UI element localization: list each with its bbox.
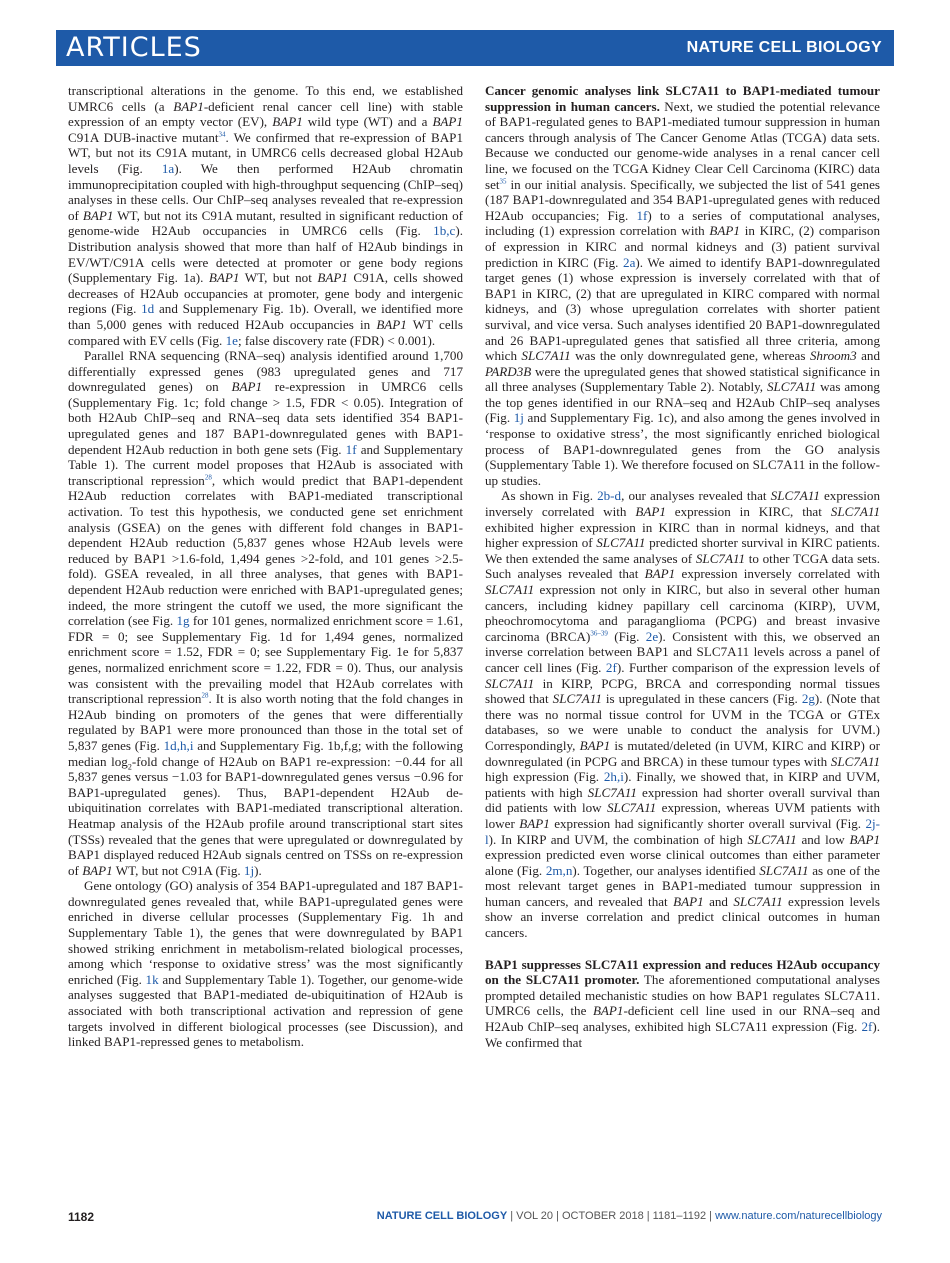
footer — [68, 1210, 882, 1226]
section-heading: BAP1 suppresses SLC7A11 expression and reduces H2Aub occupancy on the SLC7A11 promoter. — [485, 956, 880, 988]
paragraph: BAP1 suppresses SLC7A11 expression and reduces H2Aub occupancy on the SLC7A11 promoter. The aforementioned computational analyses prompted detailed mechanistic studies on how BAP1 regulates SLC7A11. UMRC6 cells, the BAP1-deficient cell line used in our RNA–seq and H2Aub ChIP–seq analyses, exhibited high SLC7A11 expression (Fig. 2f). We confirmed that — [485, 956, 880, 1050]
page-number: 1182 — [68, 1210, 95, 1224]
paragraph: As shown in Fig. 2b-d, our analyses revealed that SLC7A11 expression inversely correlated with BAP1 expression in KIRC, that SLC7A11 exhibited higher expression in KIRC than in normal kidneys, and that higher expression of SLC7A11 predicted shorter survival in KIRC patients. We then extended the same analyses of SLC7A11 to other TCGA data sets. Such analyses revealed that BAP1 expression inversely correlated with SLC7A11 expression not only in KIRC, but also in several other human cancers, including kidney papillary cell carcinoma (KIRP), UVM, pheochromocytoma and paraganglioma (PCPG) and breast invasive carcinoma (BRCA)$^{36-39}$ (Fig. 2e). Consistent with this, we observed an inverse correlation between BAP1 and SLC7A11 levels across a panel of cancer cell lines (Fig. 2f). Further comparison of the expression levels of SLC7A11 in KIRP, PCPG, BRCA and corresponding normal tissues showed that SLC7A11 is upregulated in these cancers (Fig. 2g). (Note that there was no normal tissue control for UVM in the TCGA or GTEx databases, so we were unable to conduct the analysis for UVM.) Correspondingly, BAP1 is mutated/deleted (in UVM, KIRC and KIRP) or downregulated (in PCPG and BRCA) in these tumour types with SLC7A11 high expression (Fig. 2h,i). Finally, we showed that, in KIRP and UVM, patients with high SLC7A11 expression had shorter overall survival than did patients with low SLC7A11 expression, whereas UVM patients with lower BAP1 expression had significantly shorter overall survival (Fig. 2j-l). In KIRP and UVM, the combination of high SLC7A11 and low BAP1 expression predicted even worse clinical outcomes than either parameter alone (Fig. 2m,n). Together, our analyses identified SLC7A11 as one of the most relevant target genes in BAP1-mediated tumour suppression in human cancers, and revealed that BAP1 and SLC7A11 expression levels show an inverse correlation and predict clinical outcomes in human cancers. — [485, 488, 881, 941]
journal-name: NATURE CELL BIOLOGY — [686, 39, 882, 56]
right-column — [485, 83, 880, 1050]
paragraph: Parallel RNA sequencing (RNA–seq) analysis identified around 1,700 differentially expressed genes (983 upregulated genes and 717 downregulated genes) on BAP1 re-expression in UMRC6 cells (Supplementary Fig. 1c; fold change > 1.5, FDR < 0.05). Integration of both H2Aub ChIP–seq and RNA–seq data sets identified 354 BAP1-upregulated genes and 187 BAP1-downregulated genes with BAP1-dependent H2Aub reduction in both gene sets (Fig. 1f and Supplementary Table 1). The current model proposes that H2Aub is associated with transcriptional repression$^{28}$, which would predict that BAP1-dependent H2Aub reduction correlates with BAP1-mediated transcriptional activation. To test this hypothesis, we conducted gene set enrichment analysis (GSEA) on the genes with different fold changes in BAP1-dependent H2Aub reduction (5,837 genes whose H2Aub levels were reduced by BAP1 >1.6-fold, 1,494 genes >2-fold, and 101 genes >2.5-fold). GSEA revealed, in all three analyses, that genes with BAP1-dependent H2Aub reduction were enriched with BAP1-upregulated genes; indeed, the more stringent the cutoff we used, the more significant the correlation (see Fig. 1g for 101 genes, normalized enrichment score = 1.61, FDR = 0; see Supplementary Fig. 1d for 1,494 genes, normalized enrichment score = 1.52, FDR = 0; see Supplementary Fig. 1e for 5,837 genes, normalized enrichment score = 1.22, FDR = 0). Thus, our analysis was consistent with the prevailing model that H2Aub correlates with transcriptional repression$^{28}$. It is also worth noting that the fold changes in H2Aub binding on promoters of the genes that were differentially regulated by BAP1 were more pronounced than those in the total set of 5,837 genes (Fig. 1d,h,i and Supplementary Fig. 1b,f,g; with the following median $\log_2$-fold change of H2Aub on BAP1 re-expression: −0.44 for all 5,837 genes versus −1.03 for BAP1-downregulated genes versus −0.96 for BAP1-upregulated genes). Thus, BAP1-dependent H2Aub de-ubiquitination correlates with BAP1-mediated transcriptional alteration. Heatmap analysis of the H2Aub profile around transcriptional start sites (TSSs) revealed that the genes that were upregulated or downregulated by BAP1 displayed reduced H2Aub signals centred on TSSs on re-expression of BAP1 WT, but not C91A (Fig. 1j). — [68, 348, 464, 878]
header-bar — [56, 30, 894, 66]
paragraph: Cancer genomic analyses link SLC7A11 to BAP1-mediated tumour suppression in human cancers. Next, we studied the potential relevance of BAP1-regulated genes to BAP1-mediated tumour suppression in human cancers through analysis of The Cancer Genome Atlas (TCGA) data sets. Because we conducted our genome-wide analyses in a renal cancer cell line, we focused on the TCGA Kidney Clear Cell Carcinoma (KIRC) data set$^{35}$ in our initial analysis. Specifically, we subjected the list of 541 genes (187 BAP1-downregulated and 354 BAP1-upregulated genes with reduced H2Aub occupancies; Fig. 1f) to a series of computational analyses, including (1) expression correlation with BAP1 in KIRC, (2) comparison of expression in KIRC and normal kidneys and (3) patient survival prediction in KIRC (Fig. 2a). We aimed to identify BAP1-downregulated target genes (1) whose expression is inversely correlated with that of BAP1 in KIRC, (2) that are upregulated in KIRC compared with normal kidneys, and (3) whose upregulation correlates with shorter patient survival, and vice versa. Such analyses identified 20 BAP1-downregulated and 26 BAP1-upregulated genes that satisfied all three criteria, among which SLC7A11 was the only downregulated gene, whereas Shroom3 and PARD3B were the upregulated genes that showed statistical significance in all three analyses (Supplementary Table 2). Notably, SLC7A11 was among the top genes identified in our RNA–seq and H2Aub ChIP–seq analyses (Fig. 1j and Supplementary Fig. 1c), and also among the genes involved in ‘response to oxidative stress’, the most significantly enriched biological process of BAP1-downregulated genes from the GO analysis (Supplementary Table 1). We therefore focused on SLC7A11 in the follow-up studies. — [485, 83, 881, 488]
footer-url-link[interactable]: www.nature.com/naturecellbiology — [715, 1210, 882, 1222]
left-column — [68, 83, 463, 1050]
section-heading: Cancer genomic analyses link SLC7A11 to BAP1-mediated tumour suppression in human cancers. — [485, 83, 880, 114]
paragraph: Gene ontology (GO) analysis of 354 BAP1-upregulated and 187 BAP1-downregulated genes revealed that, while BAP1-upregulated genes were enriched in diverse cellular processes (Supplementary Fig. 1h and Supplementary Table 1), the genes that were downregulated by BAP1 showed striking enrichment in metabolism-related biological processes, among which ‘response to oxidative stress’ was the most significantly enriched (Fig. 1k and Supplementary Table 1). Together, our genome-wide analyses suggested that BAP1-mediated de-ubiquitination of H2Aub is associated with both transcriptional activation and repression of gene targets involved in different biological processes (see Discussion), and linked BAP1-repressed genes to metabolism. — [68, 878, 463, 1050]
paragraph: transcriptional alterations in the genome. To this end, we established UMRC6 cells (a BAP1-deficient renal cancer cell line) with stable expression of an empty vector (EV), BAP1 wild type (WT) and a BAP1 C91A DUB-inactive mutant$^{34}$. We confirmed that re-expression of BAP1 WT, but not its C91A mutant, in UMRC6 cells decreased global H2Aub levels (Fig. 1a). We then performed H2Aub chromatin immunoprecipitation coupled with high-throughput sequencing (ChIP–seq) analyses in these cells. Our ChIP–seq analyses revealed that re-expression of BAP1 WT, but not its C91A mutant, resulted in significant reduction of genome-wide H2Aub occupancies in UMRC6 cells (Fig. 1b,c). Distribution analysis showed that more than half of H2Aub bindings in EV/WT/C91A cells were detected at promoter or gene body regions (Supplementary Fig. 1a). BAP1 WT, but not BAP1 C91A, cells showed decreases of H2Aub occupancies at promoter, gene body and intergenic regions (Fig. 1d and Supplemenary Fig. 1b). Overall, we identified more than 5,000 genes with reduced H2Aub occupancies in BAP1 WT cells compared with EV cells (Fig. 1e; false discovery rate (FDR) < 0.001). — [68, 83, 463, 348]
footer-citation: | VOL 20 | OCTOBER 2018 | 1181–1192 | — [507, 1210, 716, 1222]
section-label: ARTICLES — [66, 32, 202, 63]
footer-journal: NATURE CELL BIOLOGY — [376, 1210, 508, 1222]
footer-citation-line — [377, 1210, 882, 1222]
